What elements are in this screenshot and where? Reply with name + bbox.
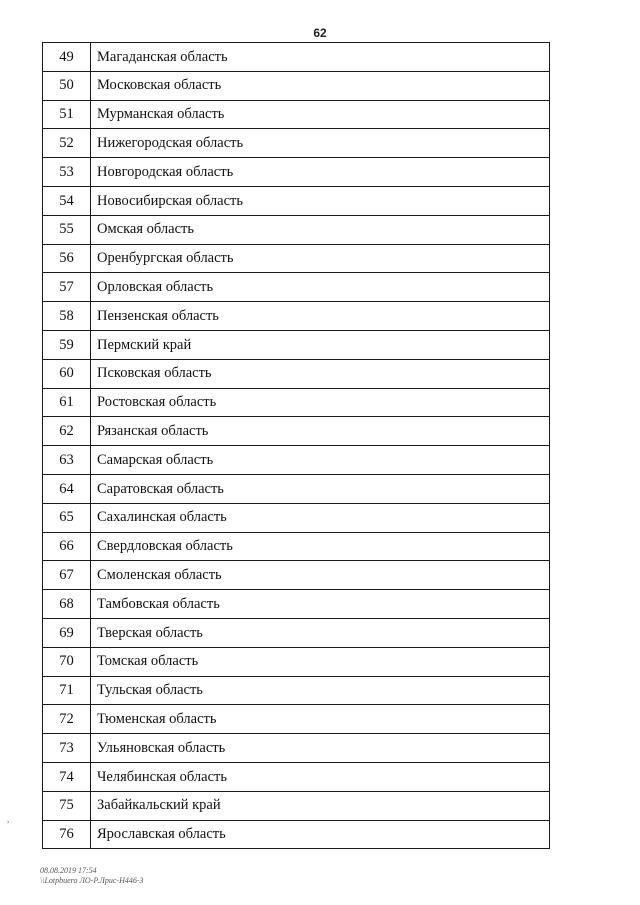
row-number-cell: 72 <box>43 705 91 734</box>
region-name-cell: Тамбовская область <box>91 590 550 619</box>
row-number-cell: 61 <box>43 388 91 417</box>
row-number-cell: 66 <box>43 532 91 561</box>
table-row <box>43 158 550 187</box>
row-number-cell: 50 <box>43 71 91 100</box>
region-name-cell: Ярославская область <box>91 820 550 849</box>
row-number-cell: 73 <box>43 734 91 763</box>
footer-file-path: \\Lotpbuero ЛО-Р.Лрис-Н446-3 <box>40 876 144 885</box>
table-row <box>43 302 550 331</box>
region-name-cell: Мурманская область <box>91 100 550 129</box>
row-number-cell: 57 <box>43 273 91 302</box>
region-name-cell: Тульская область <box>91 676 550 705</box>
region-name-cell: Псковская область <box>91 359 550 388</box>
row-number-cell: 63 <box>43 446 91 475</box>
footer-timestamp: 08.08.2019 17:54 <box>40 866 97 875</box>
table-row <box>43 244 550 273</box>
row-number-cell: 55 <box>43 215 91 244</box>
region-name-cell: Смоленская область <box>91 561 550 590</box>
row-number-cell: 59 <box>43 330 91 359</box>
table-row <box>43 100 550 129</box>
region-name-cell: Тюменская область <box>91 705 550 734</box>
region-name-cell: Челябинская область <box>91 762 550 791</box>
table-row <box>43 215 550 244</box>
row-number-cell: 51 <box>43 100 91 129</box>
region-name-cell: Оренбургская область <box>91 244 550 273</box>
regions-table <box>42 42 550 849</box>
region-name-cell: Московская область <box>91 71 550 100</box>
row-number-cell: 69 <box>43 618 91 647</box>
row-number-cell: 58 <box>43 302 91 331</box>
region-name-cell: Тверская область <box>91 618 550 647</box>
table-row <box>43 474 550 503</box>
table-row <box>43 186 550 215</box>
row-number-cell: 68 <box>43 590 91 619</box>
row-number-cell: 62 <box>43 417 91 446</box>
table-row <box>43 590 550 619</box>
table-row <box>43 330 550 359</box>
region-name-cell: Омская область <box>91 215 550 244</box>
table-row <box>43 43 550 72</box>
row-number-cell: 75 <box>43 791 91 820</box>
region-name-cell: Новосибирская область <box>91 186 550 215</box>
row-number-cell: 52 <box>43 129 91 158</box>
row-number-cell: 74 <box>43 762 91 791</box>
table-row <box>43 532 550 561</box>
table-row <box>43 446 550 475</box>
region-name-cell: Ульяновская область <box>91 734 550 763</box>
region-name-cell: Томская область <box>91 647 550 676</box>
regions-table-body <box>43 43 550 849</box>
row-number-cell: 76 <box>43 820 91 849</box>
table-row <box>43 734 550 763</box>
table-row <box>43 129 550 158</box>
table-row <box>43 561 550 590</box>
table-row <box>43 618 550 647</box>
table-row <box>43 273 550 302</box>
page-number: 62 <box>313 26 327 40</box>
region-name-cell: Магаданская область <box>91 43 550 72</box>
table-row <box>43 762 550 791</box>
row-number-cell: 65 <box>43 503 91 532</box>
row-number-cell: 70 <box>43 647 91 676</box>
table-row <box>43 359 550 388</box>
table-row <box>43 71 550 100</box>
table-row <box>43 820 550 849</box>
row-number-cell: 71 <box>43 676 91 705</box>
table-row <box>43 503 550 532</box>
table-row <box>43 705 550 734</box>
region-name-cell: Нижегородская область <box>91 129 550 158</box>
margin-mark: , <box>7 814 10 824</box>
document-footer <box>40 866 144 886</box>
region-name-cell: Новгородская область <box>91 158 550 187</box>
table-row <box>43 417 550 446</box>
region-name-cell: Ростовская область <box>91 388 550 417</box>
table-row <box>43 647 550 676</box>
region-name-cell: Сахалинская область <box>91 503 550 532</box>
row-number-cell: 49 <box>43 43 91 72</box>
row-number-cell: 67 <box>43 561 91 590</box>
row-number-cell: 64 <box>43 474 91 503</box>
region-name-cell: Пермский край <box>91 330 550 359</box>
region-name-cell: Пензенская область <box>91 302 550 331</box>
region-name-cell: Рязанская область <box>91 417 550 446</box>
table-row <box>43 676 550 705</box>
region-name-cell: Орловская область <box>91 273 550 302</box>
row-number-cell: 60 <box>43 359 91 388</box>
region-name-cell: Самарская область <box>91 446 550 475</box>
region-name-cell: Саратовская область <box>91 474 550 503</box>
region-name-cell: Свердловская область <box>91 532 550 561</box>
row-number-cell: 56 <box>43 244 91 273</box>
row-number-cell: 53 <box>43 158 91 187</box>
row-number-cell: 54 <box>43 186 91 215</box>
table-row <box>43 791 550 820</box>
table-row <box>43 388 550 417</box>
region-name-cell: Забайкальский край <box>91 791 550 820</box>
